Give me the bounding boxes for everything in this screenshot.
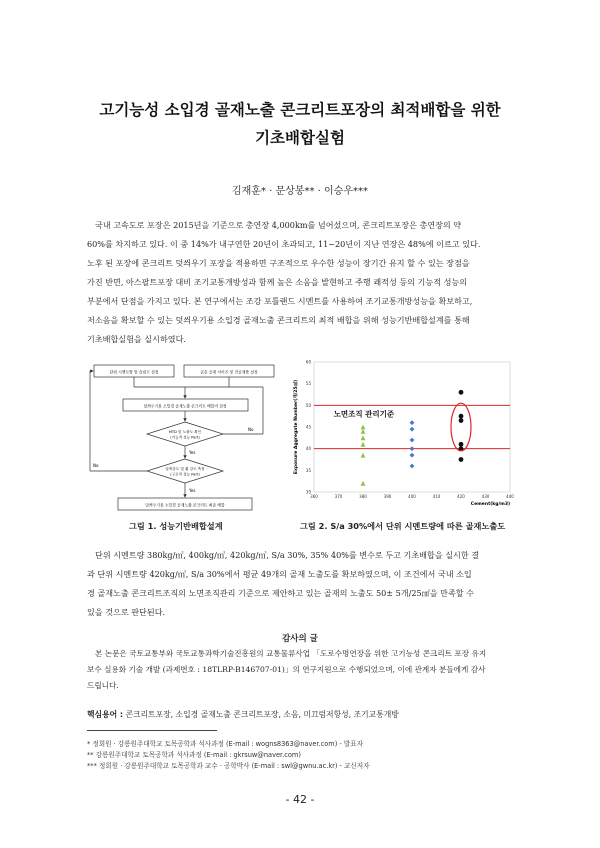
- x-tick-label: 370: [334, 494, 343, 499]
- abstract-line: 부분에서 단점을 가지고 있다. 본 연구에서는 조강 포틀랜드 시멘트를 사용하여 조기교통개방성능을 확보하고,: [87, 296, 473, 306]
- data-point-circle: [459, 418, 464, 423]
- keywords-text: 콘크리트포장, 소입경 골재노출 콘크리트포장, 소음, 미끄럼저항성, 조기교통개방: [125, 710, 399, 719]
- x-tick-label: 390: [383, 494, 392, 499]
- x-tick-label: 400: [408, 494, 416, 499]
- flow-label-strength-part: (구조적 성능 Part): [170, 472, 200, 477]
- flow-diamond-strength: [147, 459, 223, 483]
- data-point-diamond: [410, 446, 415, 451]
- y-tick-label: 40: [305, 446, 311, 452]
- abstract-line: 기초배합실험을 실시하였다.: [87, 334, 186, 344]
- x-tick-label: 380: [359, 494, 367, 499]
- x-tick-label: 360: [310, 494, 318, 499]
- ack-line: 본 논문은 국토교통부와 국토교통과학기술진흥원의 교통물류사업 「도로수명연장을 위한 고기능성 콘크리트 포장 유지: [95, 649, 487, 658]
- flow-label-aggregate: 굵은 골재 사이즈 및 잔골재율 설정: [200, 369, 258, 375]
- results-paragraph: [87, 546, 533, 622]
- keywords: [87, 709, 399, 720]
- data-point-circle: [459, 414, 464, 419]
- abstract-line: 가진 반면, 아스팔트포장 대비 조기교통개방성과 함께 높은 소음을 발현하고 주행 쾌적성 등의 기능적 성능의: [87, 277, 468, 287]
- scatter-chart: [292, 356, 517, 511]
- x-tick-label: 430: [481, 494, 490, 499]
- flow-yes-2: Yes: [189, 488, 196, 493]
- data-point-diamond: [410, 420, 415, 425]
- footnote-rule: [87, 730, 217, 731]
- flow-no-2: No: [93, 463, 99, 468]
- data-point-circle: [459, 390, 464, 395]
- keywords-label: 핵심용어 :: [87, 710, 123, 719]
- flow-label-mtd-part: (기능적 성능 Part): [170, 435, 200, 440]
- data-point-triangle: [361, 453, 366, 458]
- chart-annotation: 노면조직 관리기준: [333, 409, 395, 419]
- paper-title-line2: 기초배합실험: [255, 129, 345, 147]
- y-tick-label: 50: [305, 402, 311, 408]
- y-tick-label: 60: [305, 359, 311, 365]
- data-point-triangle: [361, 442, 366, 447]
- y-tick-label: 30: [305, 489, 311, 495]
- data-point-triangle: [361, 481, 366, 486]
- abstract-line: 노후 된 포장에 콘크리트 덧씌우기 포장을 적용하면 구조적으로 우수한 성능이 장기간 유지 할 수 있는 장점을: [87, 258, 470, 268]
- authors: 김재훈* · 문상봉** · 이승우***: [231, 186, 368, 197]
- abstract: [87, 216, 533, 349]
- abstract-line: 국내 고속도로 포장은 2015년을 기준으로 총연장 4,000km를 넘어섰으며, 콘크리트포장은 총연장의 약: [95, 220, 462, 230]
- abstract-line: 60%를 차지하고 있다. 이 중 14%가 내구연한 20년이 초과되고, 11~20년이 지난 연장은 48%에 이르고 있다.: [87, 239, 481, 249]
- chart-y-axis-label: Exposure Aggregate Number(개/25㎠): [294, 379, 299, 475]
- x-tick-label: 410: [432, 494, 441, 499]
- page-number: - 42 -: [285, 793, 315, 806]
- flow-label-final: 덧씌우기용 소입경 골재노출 콘크리트 최종 배합: [145, 502, 225, 508]
- figure1-caption: 그림 1. 성능기반배합설계: [129, 521, 223, 531]
- footnote-1: * 정회원 · 강릉원주대학교 토목공학과 석사과정 (E-mail : wogns8363@naver.com) - 발표자: [87, 740, 363, 748]
- flow-label-mtd: MTD 및 노출도 확인: [168, 430, 202, 434]
- ack-line: 보수 실용화 기술 개발 (과제번호 : 18TLRP-B146707-01)」의 연구지원으로 수행되었으며, 이에 관계자 분들에게 감사: [87, 665, 486, 674]
- flow-label-mix: 덧씌우기용 소입경 골재노출 콘크리트 배합비 설정: [143, 403, 227, 409]
- data-point-diamond: [410, 464, 415, 469]
- x-tick-label: 420: [457, 494, 465, 499]
- paper-title-line1: 고기능성 소입경 골재노출 콘크리트포장의 최적배합을 위한: [99, 101, 501, 119]
- y-tick-label: 55: [305, 381, 311, 387]
- flow-no-1: No: [248, 427, 254, 432]
- y-tick-label: 45: [305, 424, 311, 430]
- results-line: 있을 것으로 판단된다.: [87, 607, 166, 617]
- data-point-triangle: [361, 429, 366, 434]
- data-point-circle: [459, 457, 464, 462]
- results-line: 단위 시멘트량 380kg/㎥, 400kg/㎥, 420kg/㎥, S/a 30%, 35% 40%를 변수로 두고 기초배합을 실시한 결: [95, 550, 480, 560]
- flow-label-cement: 단위 시멘트양 및 슬럼프 설정: [109, 369, 159, 375]
- results-line: 과 단위 시멘트량 420kg/㎥, S/a 30%에서 평균 49개의 골재 노출도를 확보하였으며, 이 조건에서 국내 소입: [87, 569, 472, 579]
- data-point-diamond: [410, 438, 415, 443]
- acknowledgement-title: 감사의 글: [282, 634, 318, 644]
- ack-line: 드립니다.: [87, 681, 119, 690]
- figure2-caption: 그림 2. S/a 30%에서 단위 시멘트량에 따른 골재노출도: [300, 521, 506, 531]
- abstract-line: 저소음을 확보할 수 있는 덧씌우기용 소입경 골재노출 콘크리트의 최적 배합을 위해 성능기반배합설계를 통해: [87, 315, 470, 325]
- data-point-diamond: [410, 453, 415, 458]
- flow-diamond-mtd: [147, 422, 223, 446]
- data-point-diamond: [410, 427, 415, 432]
- chart-x-axis-label: Cement(kg/m3): [470, 502, 511, 507]
- acknowledgement-text: [87, 646, 533, 694]
- y-tick-label: 35: [305, 467, 311, 473]
- x-tick-label: 440: [506, 494, 514, 499]
- footnote-2: ** 강릉원주대학교 토목공학과 석사과정 (E-mail : gkrsuw@naver.com): [87, 751, 301, 759]
- results-line: 경 골재노출 콘크리트조직의 노면조직관리 기준으로 제안하고 있는 골재의 노출도 50± 5개/25㎠을 만족할 수: [87, 588, 474, 598]
- data-point-triangle: [361, 425, 366, 430]
- flow-yes-1: Yes: [189, 450, 196, 455]
- data-point-triangle: [361, 435, 366, 440]
- data-point-circle: [459, 442, 464, 447]
- flowchart-figure: [88, 362, 288, 512]
- footnote-3: *** 정회원 · 강릉원주대학교 토목공학과 교수 · 공학박사 (E-mail : swl@gwnu.ac.kr) - 교신저자: [87, 762, 370, 770]
- flow-label-strength: 압축강도 및 휨 강도 측정: [165, 467, 205, 471]
